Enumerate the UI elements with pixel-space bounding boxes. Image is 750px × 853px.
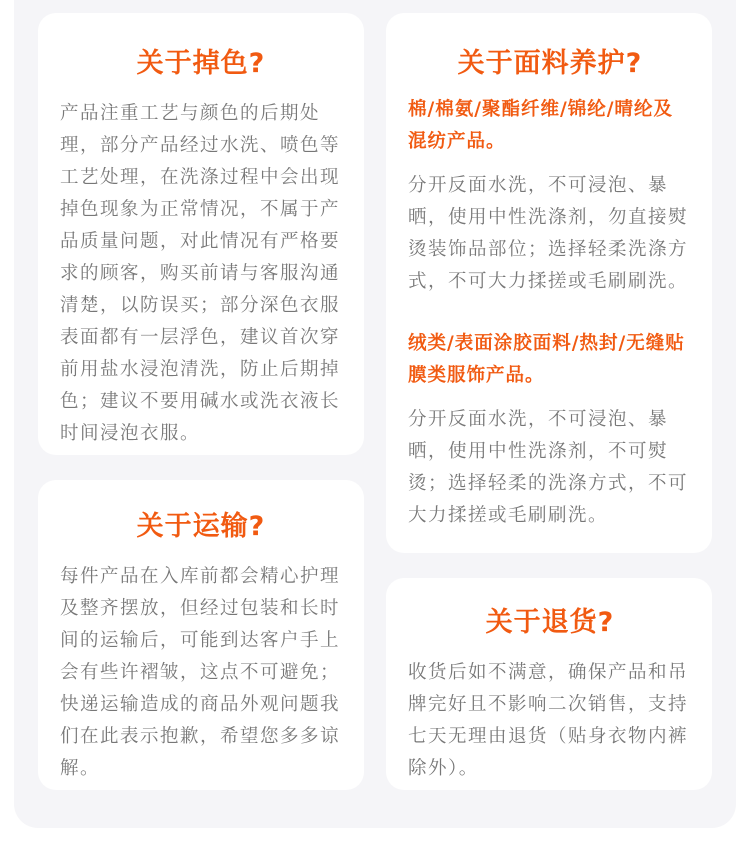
returns-card: [386, 578, 712, 790]
shipping-body: 每件产品在入库前都会精心护理及整齐摆放，但经过包装和长时间的运输后，可能到达客户手上会有些许褶皱，这点不可避免；快递运输造成的商品外观问题我们在此表示抱歉，希望您多多谅解。: [60, 566, 341, 779]
returns-title: 关于退货?: [485, 607, 615, 638]
fabric-group2-body: 分开反面水洗，不可浸泡、暴晒，使用中性洗涤剂，不可熨烫；选择轻柔的洗涤方式，不可大力揉搓或毛刷刷洗。: [408, 409, 689, 526]
fabric-group2-heading: 绒类/表面涂胶面料/热封/无缝贴膜类服饰产品。: [408, 333, 685, 386]
fabric-group1-heading: 棉/棉氨/聚酯纤维/锦纶/晴纶及混纺产品。: [408, 99, 674, 152]
returns-body: 收货后如不满意，确保产品和吊牌完好且不影响二次销售，支持七天无理由退货（贴身衣物内裤除外）。: [408, 662, 689, 779]
fading-title: 关于掉色?: [136, 48, 266, 79]
fabric-group1-body: 分开反面水洗，不可浸泡、暴晒，使用中性洗涤剂，勿直接熨烫装饰品部位；选择轻柔洗涤方式，不可大力揉搓或毛刷刷洗。: [408, 175, 689, 292]
shipping-title: 关于运输?: [136, 511, 266, 542]
fading-body: 产品注重工艺与颜色的后期处理，部分产品经过水洗、喷色等工艺处理，在洗涤过程中会出现掉色现象为正常情况，不属于产品质量问题，对此情况有严格要求的顾客，购买前请与客服沟通清楚，以防误买；部分深色衣服表面都有一层浮色，建议首次穿前用盐水浸泡清洗，防止后期掉色；建议不要用碱水或洗衣液长时间浸泡衣服。: [60, 103, 341, 444]
fading-card: [38, 13, 364, 455]
fabric-care-card: [386, 13, 712, 553]
shipping-card: [38, 480, 364, 790]
fabric-care-title: 关于面料养护?: [457, 48, 643, 79]
